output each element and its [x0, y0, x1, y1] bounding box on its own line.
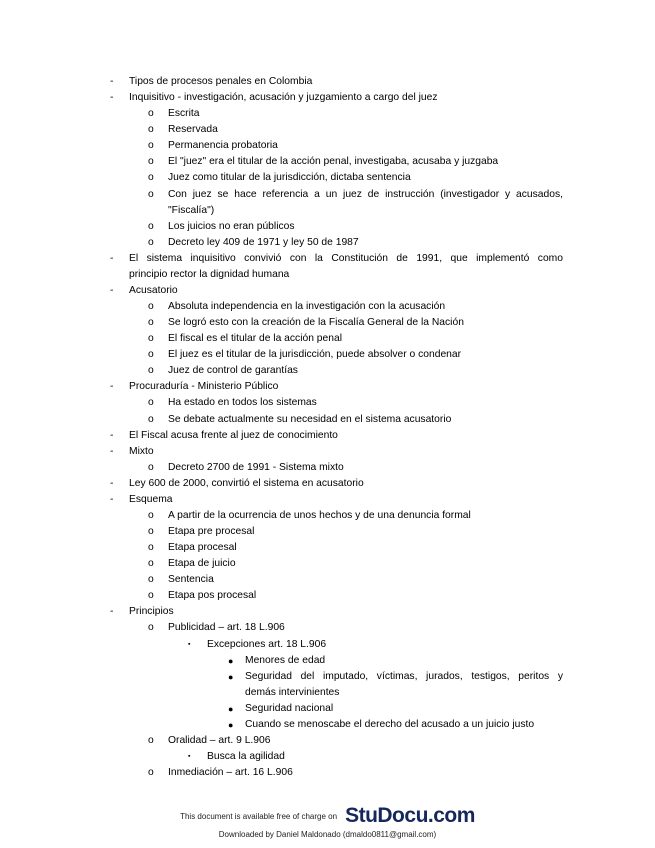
- list-item-level2: [0, 347, 655, 363]
- list-item-level2: [0, 331, 655, 347]
- list-item-level2: [0, 540, 655, 556]
- list-item-text: Seguridad nacional: [245, 702, 334, 714]
- list-item-level2: [0, 187, 655, 203]
- bullet-marker: ●: [228, 671, 234, 682]
- list-item-level1: [0, 604, 655, 620]
- list-item-level1: [0, 379, 655, 395]
- bullet-marker: -: [110, 76, 114, 87]
- bullet-marker: o: [148, 413, 154, 425]
- list-item-text: Juez como titular de la jurisdicción, dictaba sentencia: [168, 172, 411, 184]
- list-item-level1: [0, 267, 655, 283]
- list-item-level2: [0, 508, 655, 524]
- list-item-level1: [0, 74, 655, 90]
- list-item-text: El sistema inquisitivo convivió con la Constitución de 1991, que implementó como: [129, 252, 563, 264]
- list-item-text: Ha estado en todos los sistemas: [168, 397, 317, 409]
- list-item-level2: [0, 572, 655, 588]
- list-item-level4: [0, 717, 655, 733]
- list-item-text: Escrita: [168, 108, 200, 120]
- list-item-text: El Fiscal acusa frente al juez de conocimiento: [129, 429, 338, 441]
- list-item-text: Sentencia: [168, 574, 214, 586]
- list-item-text: Esquema: [129, 493, 173, 505]
- list-item-text: Publicidad – art. 18 L.906: [168, 622, 285, 634]
- list-item-level2: [0, 154, 655, 170]
- list-item-text: Busca la agilidad: [207, 750, 285, 762]
- list-item-text: Tipos de procesos penales en Colombia: [129, 76, 313, 87]
- bullet-marker: -: [110, 429, 114, 441]
- bullet-marker: -: [110, 493, 114, 505]
- bullet-marker: ●: [228, 703, 234, 714]
- list-item-text: Los juicios no eran públicos: [168, 220, 295, 232]
- list-item-level1: [0, 283, 655, 299]
- list-item-level2: [0, 588, 655, 604]
- bullet-marker: o: [148, 526, 154, 537]
- list-item-level2: [0, 733, 655, 749]
- list-item-text: Procuraduría - Ministerio Público: [129, 381, 279, 393]
- list-item-text: Reservada: [168, 124, 218, 136]
- bullet-marker: o: [148, 574, 154, 586]
- list-item-text: Absoluta independencia en la investigación con la acusación: [168, 301, 446, 312]
- list-item-level4: [0, 685, 655, 701]
- bullet-marker: -: [110, 252, 114, 264]
- bullet-marker: -: [110, 477, 114, 489]
- list-item-level2: [0, 203, 655, 219]
- list-item-text: "Fiscalía"): [168, 204, 215, 216]
- list-item-text: Se debate actualmente su necesidad en el sistema acusatorio: [168, 413, 452, 425]
- bullet-marker: o: [148, 397, 154, 409]
- bullet-marker: ▪: [188, 640, 191, 648]
- list-item-level2: [0, 106, 655, 122]
- list-item-level4: [0, 653, 655, 669]
- list-item-level2: [0, 556, 655, 572]
- bullet-marker: o: [148, 236, 154, 248]
- list-item-text: Seguridad del imputado, víctimas, jurados, testigos, peritos y: [245, 670, 563, 682]
- bullet-marker: o: [148, 558, 154, 570]
- list-item-level4: [0, 701, 655, 717]
- list-item-level4: [0, 669, 655, 685]
- list-item-level2: [0, 299, 655, 315]
- bullet-marker: o: [148, 108, 154, 120]
- list-item-text: principio rector la dignidad humana: [129, 268, 290, 280]
- bullet-marker: -: [110, 381, 114, 393]
- list-item-text: Con juez se hace referencia a un juez de instrucción (investigador y acusados,: [168, 188, 563, 200]
- bullet-marker: -: [110, 606, 114, 618]
- bullet-marker: o: [148, 734, 154, 746]
- bullet-marker: o: [148, 172, 154, 184]
- bullet-marker: -: [110, 284, 114, 296]
- list-item-level2: [0, 524, 655, 540]
- list-item-level2: [0, 765, 655, 781]
- list-item-text: demás intervinientes: [245, 686, 340, 698]
- bullet-marker: o: [148, 349, 154, 361]
- availability-text: This document is available free of charge on: [180, 811, 338, 821]
- bullet-marker: o: [148, 301, 154, 312]
- list-item-text: Ley 600 de 2000, convirtió el sistema en acusatorio: [129, 477, 364, 489]
- list-item-level1: [0, 90, 655, 106]
- bullet-marker: o: [148, 140, 154, 152]
- list-item-text: Se logró esto con la creación de la Fiscalía General de la Nación: [168, 317, 464, 329]
- list-item-text: Oralidad – art. 9 L.906: [168, 734, 271, 746]
- list-item-level2: [0, 395, 655, 411]
- list-item-text: Menores de edad: [245, 654, 326, 666]
- list-item-level3: [0, 749, 655, 765]
- list-item-text: Principios: [129, 606, 174, 618]
- list-item-level2: [0, 460, 655, 476]
- studocu-logo[interactable]: StuDocu.com: [345, 804, 475, 827]
- list-item-level2: [0, 620, 655, 636]
- list-item-level2: [0, 315, 655, 331]
- list-item-level1: [0, 444, 655, 460]
- list-item-text: Excepciones art. 18 L.906: [207, 638, 327, 650]
- list-item-text: Mixto: [129, 445, 154, 457]
- bullet-marker: ●: [228, 719, 234, 730]
- list-item-level2: [0, 363, 655, 379]
- bullet-marker: o: [148, 317, 154, 329]
- bullet-marker: o: [148, 622, 154, 634]
- list-item-text: Permanencia probatoria: [168, 140, 278, 152]
- bullet-marker: -: [110, 445, 114, 457]
- list-item-text: Acusatorio: [129, 284, 178, 296]
- bullet-marker: o: [148, 156, 154, 168]
- list-item-text: Etapa pos procesal: [168, 590, 257, 602]
- bullet-marker: ▪: [188, 752, 191, 760]
- list-item-level2: [0, 122, 655, 138]
- list-item-text: Decreto ley 409 de 1971 y ley 50 de 1987: [168, 236, 359, 248]
- downloaded-by-text: Downloaded by Daniel Maldonado (dmaldo0811@gmail.com): [218, 830, 437, 839]
- list-item-text: A partir de la ocurrencia de unos hechos y de una denuncia formal: [168, 509, 471, 521]
- list-item-level1: [0, 428, 655, 444]
- list-item-text: Inquisitivo - investigación, acusación y juzgamiento a cargo del juez: [129, 92, 438, 104]
- list-item-text: El juez es el titular de la jurisdicción, puede absolver o condenar: [168, 349, 462, 361]
- bullet-marker: o: [148, 365, 154, 377]
- list-item-text: Etapa procesal: [168, 542, 237, 553]
- list-item-text: Decreto 2700 de 1991 - Sistema mixto: [168, 461, 344, 473]
- list-item-text: Cuando se menoscabe el derecho del acusado a un juicio justo: [245, 718, 535, 730]
- list-item-text: Etapa de juicio: [168, 558, 236, 570]
- list-item-text: Inmediación – art. 16 L.906: [168, 767, 293, 778]
- list-item-level2: [0, 235, 655, 251]
- bullet-marker: o: [148, 333, 154, 345]
- bullet-marker: -: [110, 92, 114, 104]
- bullet-marker: o: [148, 509, 154, 521]
- list-item-level1: [0, 251, 655, 267]
- list-item-text: Juez de control de garantías: [168, 365, 298, 377]
- studocu-footer: [0, 803, 655, 829]
- bullet-marker: o: [148, 542, 154, 553]
- list-item-level1: [0, 492, 655, 508]
- list-item-level2: [0, 412, 655, 428]
- list-item-text: El fiscal es el titular de la acción penal: [168, 333, 342, 345]
- list-item-text: El "juez" era el titular de la acción penal, investigaba, acusaba y juzgaba: [168, 156, 499, 168]
- bullet-marker: o: [148, 590, 154, 602]
- bullet-marker: o: [148, 767, 154, 778]
- list-item-level2: [0, 138, 655, 154]
- bullet-marker: o: [148, 461, 154, 473]
- bullet-marker: o: [148, 220, 154, 232]
- list-item-level3: [0, 637, 655, 653]
- list-item-level2: [0, 170, 655, 186]
- bullet-marker: ●: [228, 655, 234, 666]
- list-item-text: Etapa pre procesal: [168, 526, 255, 537]
- bullet-marker: o: [148, 188, 154, 200]
- list-item-level2: [0, 219, 655, 235]
- bullet-marker: o: [148, 124, 154, 136]
- list-item-level1: [0, 476, 655, 492]
